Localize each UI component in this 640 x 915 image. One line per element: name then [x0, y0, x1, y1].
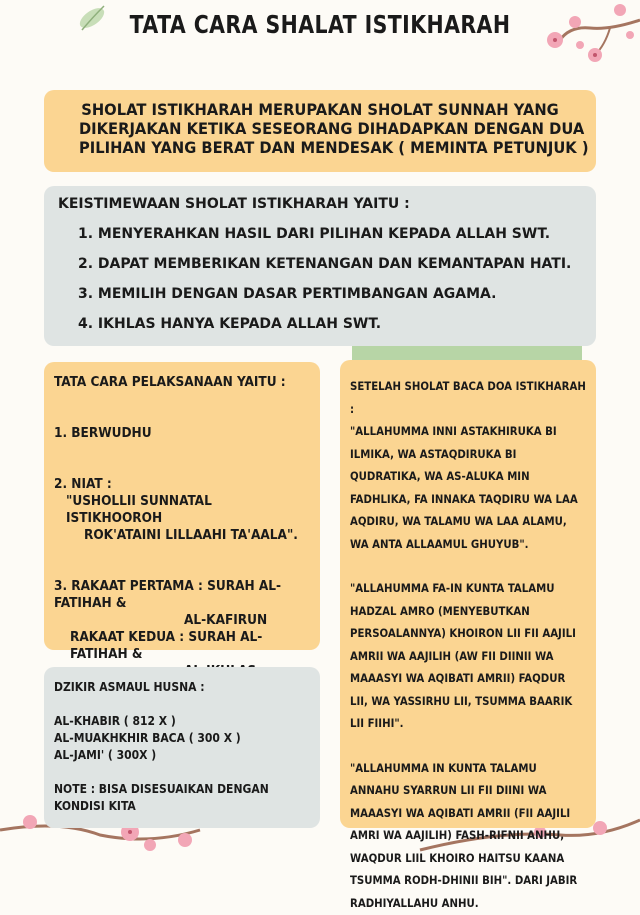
doa-paragraph: "ALLAHUMMA IN KUNTA TALAMU ANNAHU SYARRUN LII FII DIINI WA MAAASYI WA AQIBATI AMRII (FII AAJILI AMRI WA AAJILIH) FASH-RIFNII ANHU, WAQDUR LIIL KHOIRO HAITSU KAANA TSUMMA RODH-DHINII BIH". DARI JABIR RADHIYALLAHU ANHU. — [350, 758, 586, 915]
intro-box — [44, 90, 596, 172]
doa-box — [340, 360, 596, 828]
doa-intro: SETELAH SHOLAT BACA DOA ISTIKHARAH : — [350, 376, 586, 421]
green-accent-strip — [352, 346, 582, 360]
page-title: TATA CARA SHALAT ISTIKHARAH — [58, 10, 583, 39]
dzikir-heading: DZIKIR ASMAUL HUSNA : — [54, 679, 310, 696]
niat-text: "USHOLLII SUNNATAL ISTIKHOOROH — [54, 493, 310, 527]
intro-line: SHOLAT ISTIKHARAH MERUPAKAN SHOLAT SUNNAH YANG — [79, 100, 561, 119]
dzikir-item: AL-JAMI' ( 300X ) — [54, 747, 310, 764]
benefit-item: 3. MEMILIH DENGAN DASAR PERTIMBANGAN AGAMA. — [78, 286, 582, 302]
doa-paragraph: "ALLAHUMMA FA-IN KUNTA TALAMU HADZAL AMRO (MENYEBUTKAN PERSOALANNYA) KHOIRON LII FII AAJILI AMRII WA AAJILIH (AW FII DIINII WA MAAASYI WA AQIBATI AMRII) FAQDUR LII, WA YASSIRHU LII, TSUMMA BAARIK LII FIIHI". — [350, 578, 586, 736]
procedure-box — [44, 362, 320, 650]
procedure-heading: TATA CARA PELAKSANAAN YAITU : — [54, 374, 310, 391]
dzikir-note: NOTE : BISA DISESUAIKAN DENGAN KONDISI KITA — [54, 781, 310, 815]
procedure-step: AL-KAFIRUN — [54, 612, 310, 629]
dzikir-item: AL-KHABIR ( 812 X ) — [54, 713, 310, 730]
benefits-heading: KEISTIMEWAAN SHOLAT ISTIKHARAH YAITU : — [58, 196, 582, 212]
intro-line: PILIHAN YANG BERAT DAN MENDESAK ( MEMINTA PETUNJUK ) — [79, 138, 561, 157]
benefit-item: 4. IKHLAS HANYA KEPADA ALLAH SWT. — [78, 316, 582, 332]
benefits-box — [44, 186, 596, 346]
procedure-step: 1. BERWUDHU — [54, 425, 310, 442]
niat-text: ROK'ATAINI LILLAAHI TA'AALA". — [54, 527, 310, 544]
procedure-step: 2. NIAT : — [54, 476, 310, 493]
procedure-step: RAKAAT KEDUA : SURAH AL-FATIHAH & — [54, 629, 310, 663]
procedure-step: 3. RAKAAT PERTAMA : SURAH AL-FATIHAH & — [54, 578, 310, 612]
benefit-item: 1. MENYERAHKAN HASIL DARI PILIHAN KEPADA ALLAH SWT. — [78, 226, 582, 242]
intro-line: DIKERJAKAN KETIKA SESEORANG DIHADAPKAN DENGAN DUA — [79, 119, 561, 138]
dzikir-item: AL-MUAKHKHIR BACA ( 300 X ) — [54, 730, 310, 747]
doa-paragraph: "ALLAHUMMA INNI ASTAKHIRUKA BI ILMIKA, WA ASTAQDIRUKA BI QUDRATIKA, WA AS-ALUKA MIN FADHLIKA, FA INNAKA TAQDIRU WA LAA AQDIRU, WA TALAMU WA LAA ALAMU, WA ANTA ALLAAMUL GHUYUB". — [350, 421, 586, 556]
dzikir-box — [44, 667, 320, 828]
benefit-item: 2. DAPAT MEMBERIKAN KETENANGAN DAN KEMANTAPAN HATI. — [78, 256, 582, 272]
